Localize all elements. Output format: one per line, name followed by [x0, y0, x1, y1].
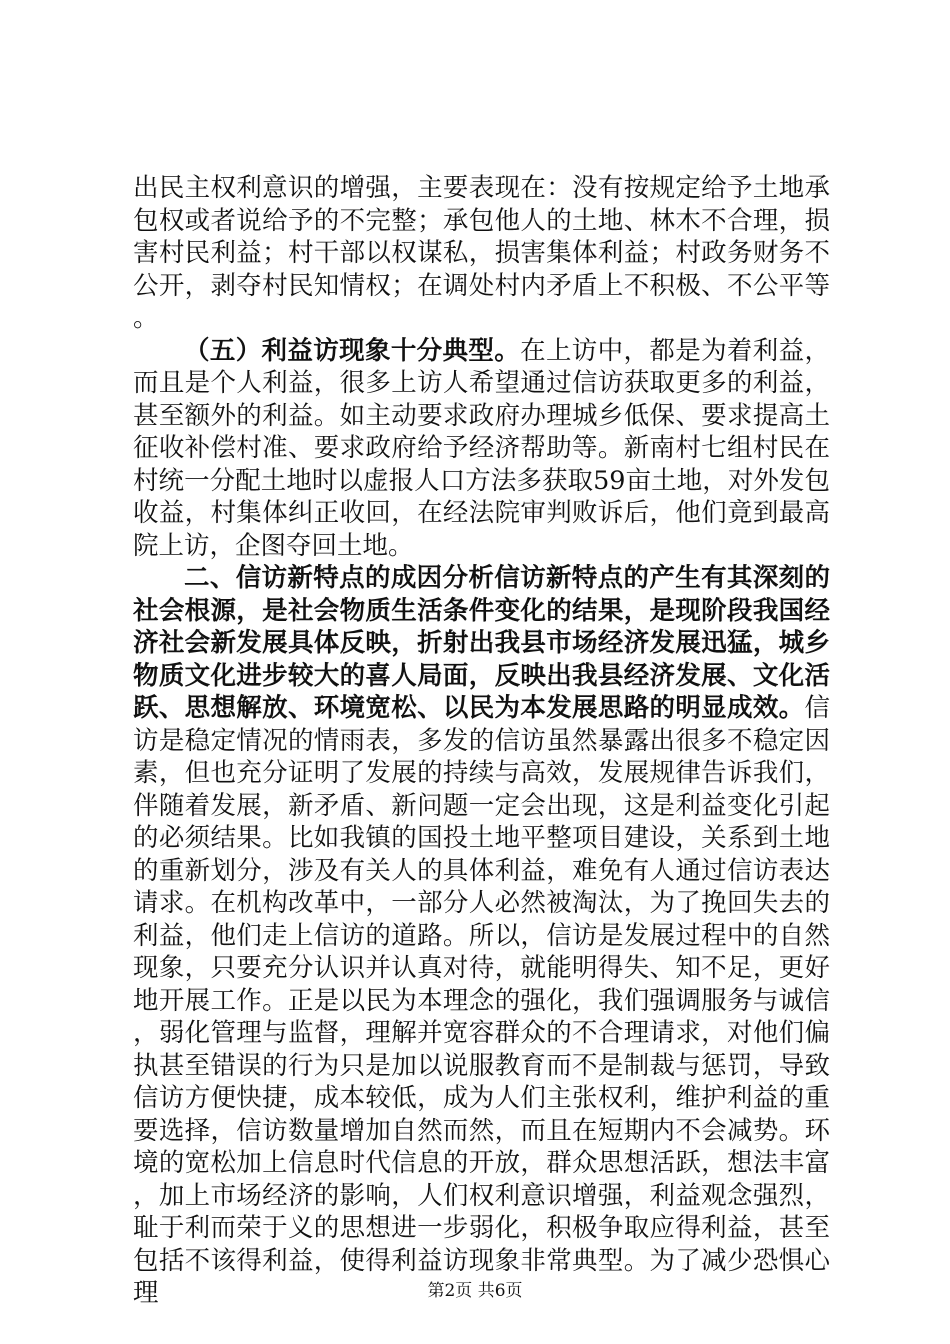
page-footer — [0, 1280, 950, 1302]
section-heading: （五）利益访现象十分典型。 — [184, 335, 521, 366]
paragraph — [133, 335, 830, 563]
paragraph — [133, 562, 830, 1310]
paragraph-text: 信访是稳定情况的情雨表，多发的信访虽然暴露出很多不稳定因素，但也充分证明了发展的持续与高效，发展规律告诉我们，伴随着发展，新矛盾、新问题一定会出现，这是利益变化引起的必须结果。比如我镇的国投土地平整项目建设，关系到土地的重新划分，涉及有关人的具体利益，难免有人通过信访表达请求。在机构改革中，一部分人必然被淘汰，为了挽回失去的利益，他们走上信访的道路。所以，信访是发展过程中的自然现象，只要充分认识并认真对待，就能明得失、知不足，更好地开展工作。正是以民为本理念的强化，我们强调服务与诚信，弱化管理与监督，理解并宽容群众的不合理请求，对他们偏执甚至错误的行为只是加以说服教育而不是制裁与惩罚，导致信访方便快捷，成本较低，成为人们主张权利，维护利益的重要选择，信访数量增加自然而然，而且在短期内不会减势。环境的宽松加上信息时代信息的开放，群众思想活跃，想法丰富，加上市场经济的影响，人们权利意识增强，利益观念强烈，耻于利而荣于义的思想进一步弱化，积极争取应得利益，甚至包括不该得利益，使得利益访现象非常典型。为了减少恐惧心理 — [133, 693, 830, 1308]
paragraph-text: 出民主权利意识的增强，主要表现在：没有按规定给予土地承包权或者说给予的不完整；承包他人的土地、林木不合理，损害村民利益；村干部以权谋私，损害集体利益；村政务财务不公开，剥夺村民知情权；在调处村内矛盾上不积极、不公平等。 — [133, 173, 830, 333]
paragraph-text: 在上访中，都是为着利益，而且是个人利益，很多上访人希望通过信访获取更多的利益，甚至额外的利益。如主动要求政府办理城乡低保、要求提高土征收补偿村准、要求政府给予经济帮助等。新南村七组村民在村统一分配土地时以虚报人口方法多获取59亩土地，对外发包收益，村集体纠正收回，在经法院审判败诉后，他们竟到最高院上访，企图夺回土地。 — [133, 335, 830, 561]
section-heading: 二、信访新特点的成因分析信访新特点的产生有其深刻的社会根源，是社会物质生活条件变化的结果，是现阶段我国经济社会新发展具体反映，折射出我县市场经济发展迅猛，城乡物质文化进步较大的喜人局面，反映出我县经济发展、文化活跃、思想解放、环境宽松、以民为本发展思路的明显成效。 — [133, 563, 830, 723]
document-body — [133, 172, 830, 1310]
page-number: 第2页 共6页 — [427, 1281, 523, 1301]
paragraph — [133, 172, 830, 335]
